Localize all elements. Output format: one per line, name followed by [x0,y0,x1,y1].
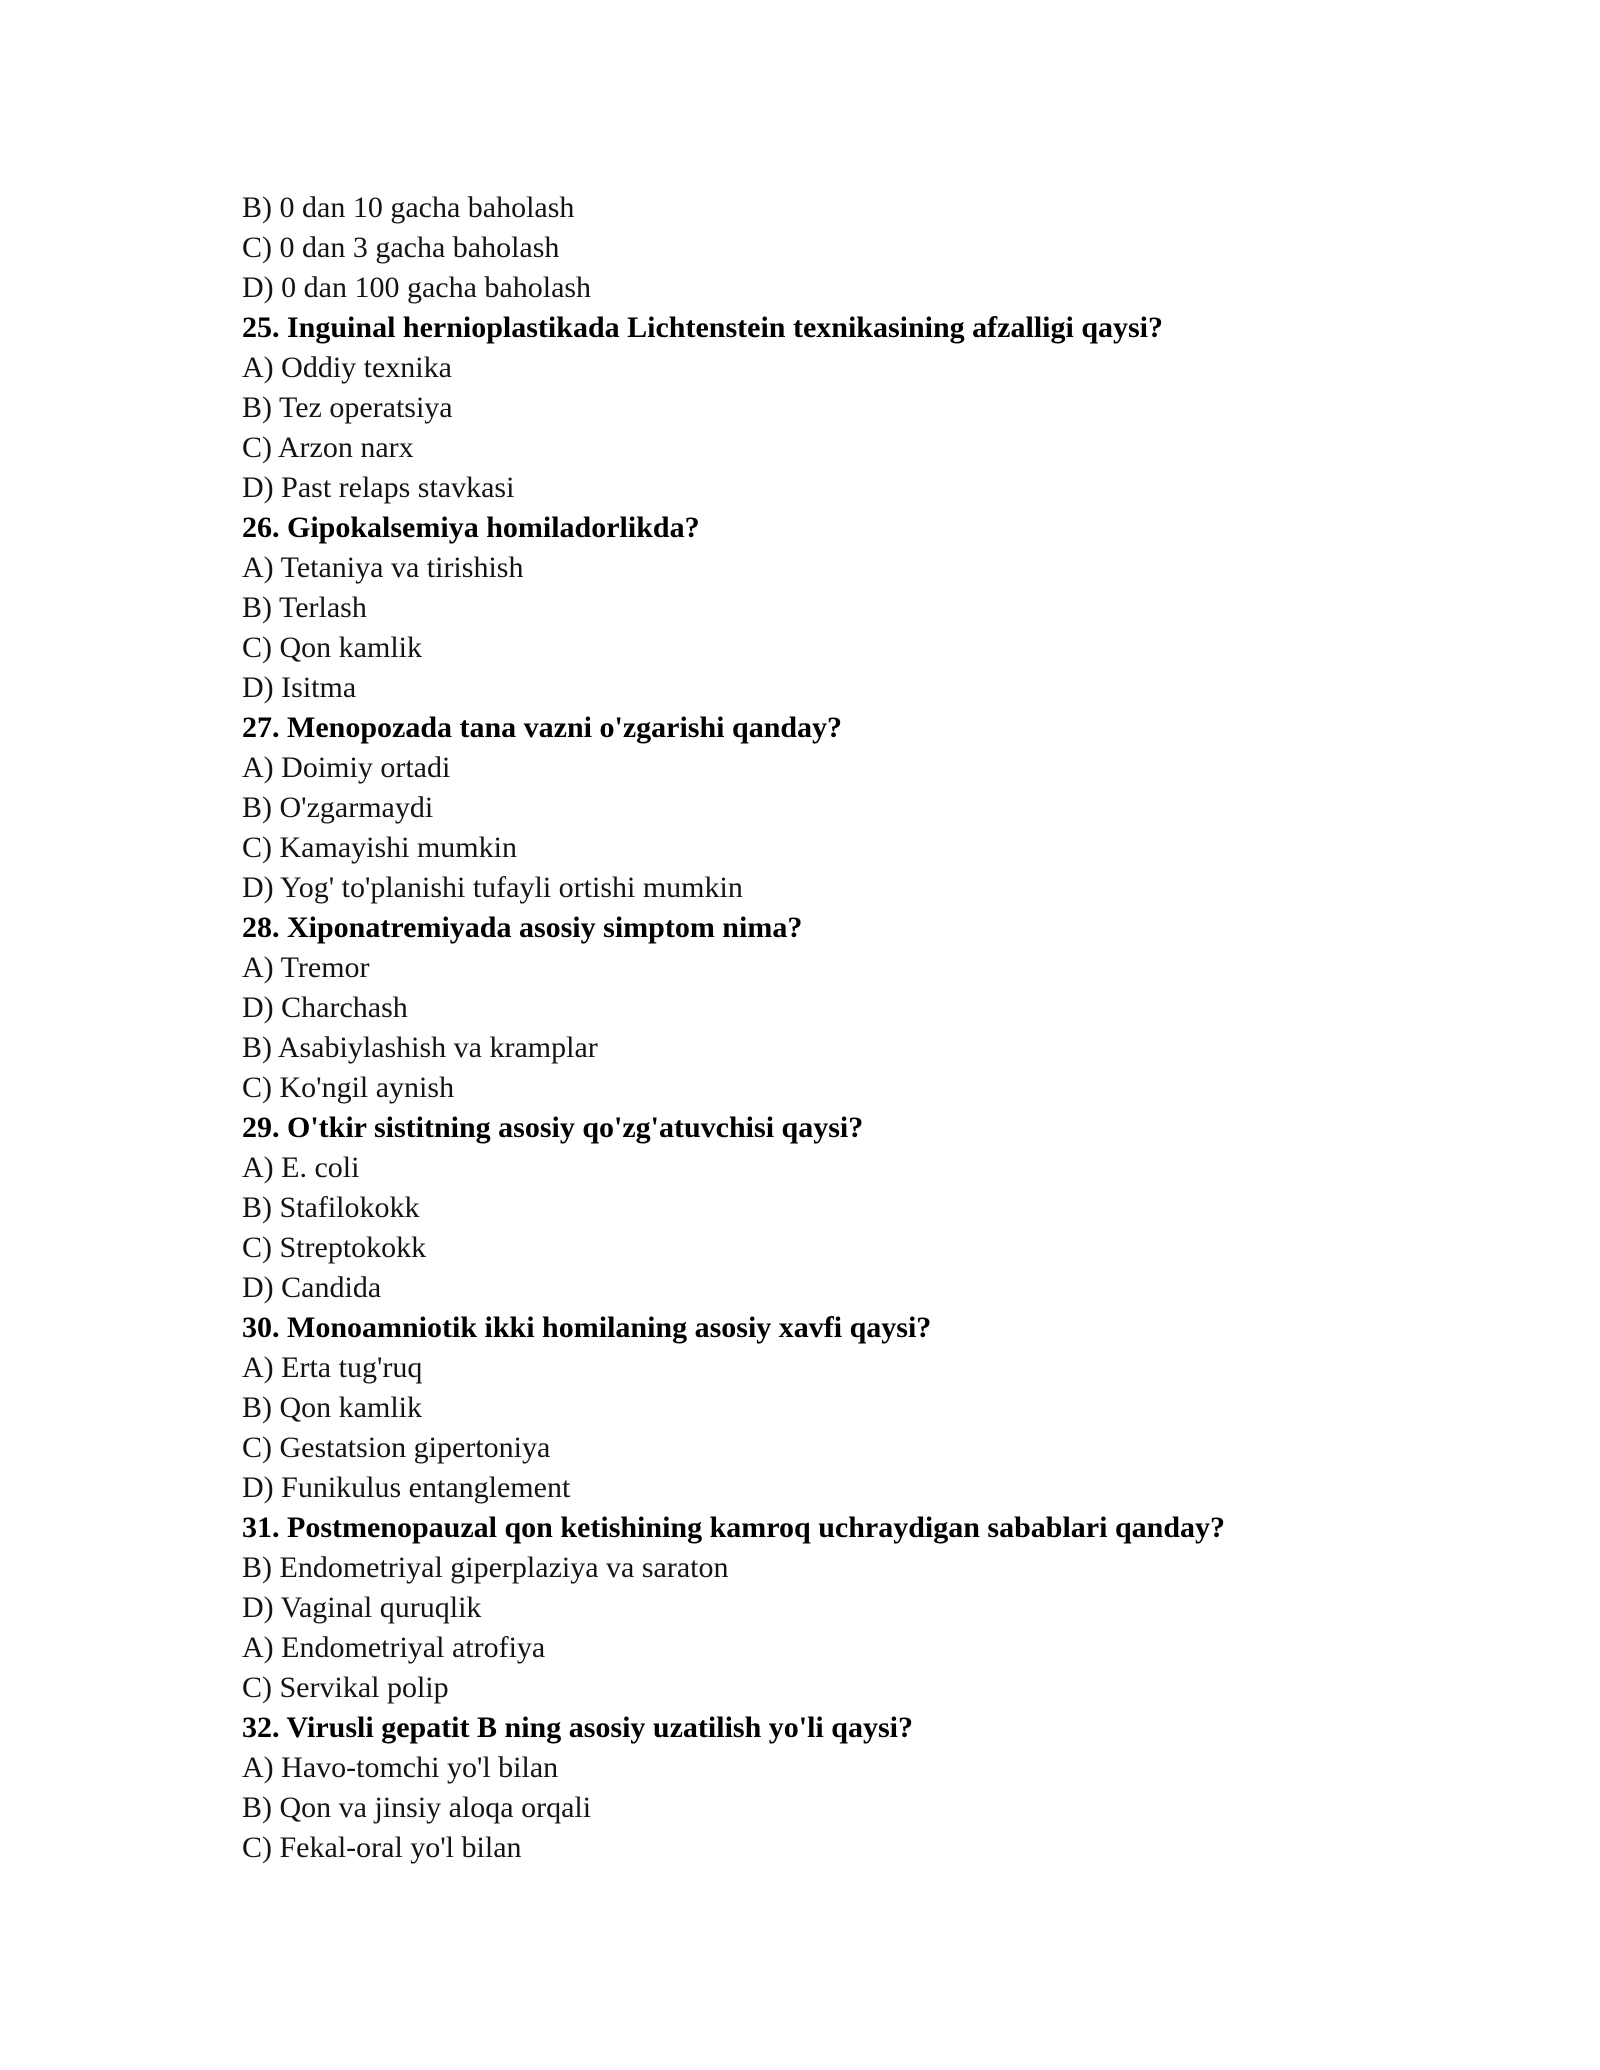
answer-option: C) Gestatsion gipertoniya [242,1431,551,1464]
answer-option: C) Streptokokk [242,1231,427,1264]
answer-option: B) O'zgarmaydi [242,791,434,824]
answer-option: D) Yog' to'planishi tufayli ortishi mumkin [242,871,743,904]
answer-option: B) Stafilokokk [242,1191,420,1224]
answer-option: C) Qon kamlik [242,631,422,664]
answer-option: B) Terlash [242,591,367,624]
answer-option: A) Doimiy ortadi [242,751,451,784]
question-block-32 [242,1708,1442,1868]
question-block-31 [242,1508,1442,1708]
answer-option: C) 0 dan 3 gacha baholash [242,231,560,264]
question-title: 29. O'tkir sistitning asosiy qo'zg'atuvchisi qaysi? [242,1111,864,1144]
question-block-25 [242,308,1442,508]
answer-option: B) Qon kamlik [242,1391,422,1424]
question-block-28 [242,908,1442,1108]
question-block-27 [242,708,1442,908]
answer-option: C) Fekal-oral yo'l bilan [242,1831,522,1864]
answer-option: A) Oddiy texnika [242,351,452,384]
answer-option: A) Tremor [242,951,370,984]
answer-option: A) Erta tug'ruq [242,1351,423,1384]
question-list [242,188,1442,1868]
answer-option: A) Tetaniya va tirishish [242,551,524,584]
question-title: 26. Gipokalsemiya homiladorlikda? [242,511,700,544]
answer-option: B) Tez operatsiya [242,391,453,424]
question-title: 30. Monoamniotik ikki homilaning asosiy xavfi qaysi? [242,1311,932,1344]
answer-option: C) Kamayishi mumkin [242,831,517,864]
question-title: 32. Virusli gepatit B ning asosiy uzatilish yo'li qaysi? [242,1711,913,1744]
answer-option: C) Ko'ngil aynish [242,1071,455,1104]
question-title: 28. Xiponatremiyada asosiy simptom nima? [242,911,803,944]
previous-question-options [242,188,1442,308]
answer-option: D) Vaginal quruqlik [242,1591,482,1624]
answer-option: D) Candida [242,1271,382,1304]
answer-option: A) Endometriyal atrofiya [242,1631,546,1664]
answer-option: B) Endometriyal giperplaziya va saraton [242,1551,729,1584]
question-title: 27. Menopozada tana vazni o'zgarishi qanday? [242,711,843,744]
answer-option: D) Funikulus entanglement [242,1471,571,1504]
answer-option: C) Arzon narx [242,431,414,464]
answer-option: D) Charchash [242,991,408,1024]
question-block-29 [242,1108,1442,1308]
answer-option: A) E. coli [242,1151,360,1184]
answer-option: A) Havo-tomchi yo'l bilan [242,1751,559,1784]
answer-option: C) Servikal polip [242,1671,449,1704]
answer-option: B) Asabiylashish va kramplar [242,1031,598,1064]
question-title: 31. Postmenopauzal qon ketishining kamroq uchraydigan sabablari qanday? [242,1511,1226,1544]
answer-option: D) Isitma [242,671,357,704]
answer-option: D) 0 dan 100 gacha baholash [242,271,592,304]
question-title: 25. Inguinal hernioplastikada Lichtenstein texnikasining afzalligi qaysi? [242,311,1164,344]
question-block-30 [242,1308,1442,1508]
answer-option: B) Qon va jinsiy aloqa orqali [242,1791,592,1824]
answer-option: D) Past relaps stavkasi [242,471,515,504]
question-block-26 [242,508,1442,708]
answer-option: B) 0 dan 10 gacha baholash [242,191,575,224]
